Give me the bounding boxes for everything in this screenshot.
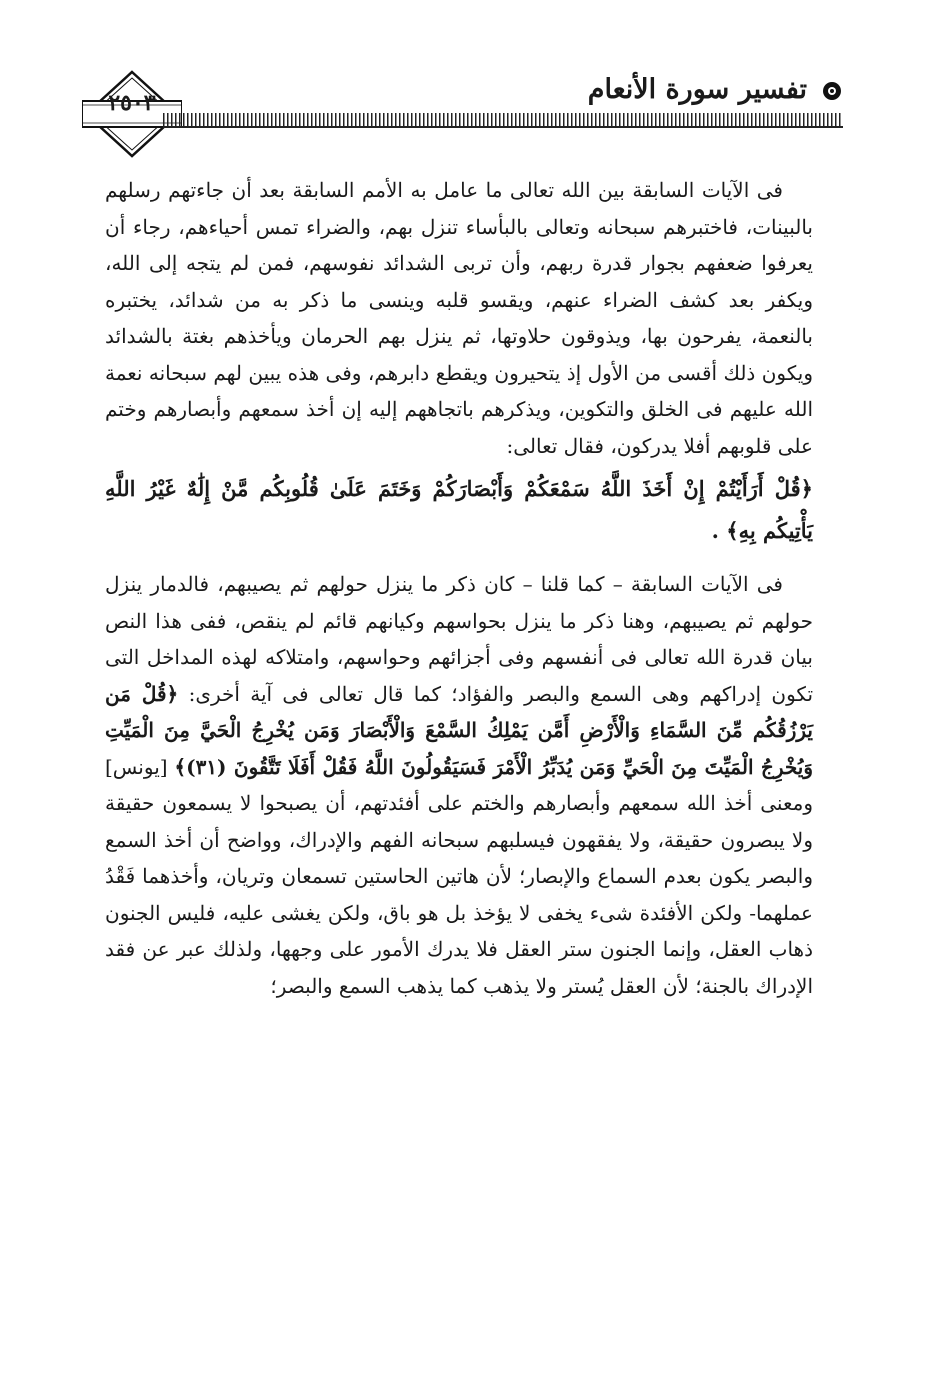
paragraph-intro: فى الآيات السابقة بين الله تعالى ما عامل به الأمم السابقة بعد أن جاءتهم رسلهم بالبينات، فاختبرهم سبحانه وتعالى بالبأساء تنزل بهم، والضراء تمس أحياءهم، رجاء أن يعرفوا ضعفهم بجوار قدرة ربهم، وأن تربى الشدائد نفوسهم، فمن لم يتجه إلى الله، ويكفر بعد كشف الضراء عنهم، ويقسو قلبه وينسى ما ذكر به من شدائد، يختبره بالنعمة، يفرحون بها، ويذوقون حلاوتها، ثم ينزل بهم الحرمان ويأخذهم بغتة بالشدائد ويكون ذلك أقسى من الأول إذ يتحيرون ويقطع دابرهم، وفى هذه يبين لهم سبحانه نعمة الله عليهم فى الخلق والتكوين، ويذكرهم باتجاههم إليه إن أخذ سمعهم وأبصارهم وختم على قلوبهم أفلا يدركون، فقال تعالى: <box>105 178 814 458</box>
paragraph-commentary <box>105 566 813 1004</box>
page-number: ٢٥٠٣ <box>108 90 156 116</box>
quran-verse <box>105 468 813 552</box>
page-title: تفسير سورة الأنعام <box>587 74 807 105</box>
quran-verse-end: . <box>711 518 719 543</box>
quran-verse-text: ﴿قُلْ أَرَأَيْتُمْ إِنْ أَخَذَ اللَّهُ سَمْعَكُمْ وَأَبْصَارَكُمْ وَخَتَمَ عَلَىٰ قُلُوبِكُم مَّنْ إِلَٰهٌ غَيْرُ اللَّهِ يَأْتِيكُم بِهِ﴾ <box>105 476 813 543</box>
commentary-intro: فى الآيات السابقة – كما قلنا – كان ذكر ما ينزل حولهم ثم يصيبهم، فالدمار ينزل حولهم ثم يصيبهم، وهنا ذكر ما ينزل بحواسهم وكيانهم قائم لم ينقص، ففى هذا النص بيان قدرة الله تعالى فى أنفسهم وفى أجزائهم وحواسهم، وامتلاكه لهذه المداخل التى تكون إدراكهم وهى السمع والبصر والفؤاد؛ كما قال تعالى فى آية أخرى: <box>105 572 814 706</box>
ornament-icon <box>821 80 843 102</box>
header-rule <box>163 113 843 127</box>
header-rule-base <box>163 126 843 128</box>
inline-quran-verse: ﴿قُلْ مَن يَرْزُقُكُم مِّنَ السَّمَاءِ وَالْأَرْضِ أَمَّن يَمْلِكُ السَّمْعَ وَالْأَبْصَارَ وَمَن يُخْرِجُ الْحَيَّ مِنَ الْمَيِّتِ وَيُخْرِجُ الْمَيِّتَ مِنَ الْحَيِّ وَمَن يُدَبِّرُ الْأَمْرَ فَسَيَقُولُونَ اللَّهُ فَقُلْ أَفَلَا تَتَّقُونَ (٣١)﴾ <box>105 681 814 779</box>
page-body <box>105 172 813 1004</box>
commentary-rest: [يونس] ومعنى أخذ الله سمعهم وأبصارهم والختم على أفئدتهم، أن يصبحوا لا يسمعون حقيقة ولا يبصرون حقيقة، ولا يفقهون فيسلبهم سبحانه الفهم والإدراك، وواضح أن أخذ السمع والبصر يكون بعدم السماع والإبصار؛ لأن هاتين الحاستين تسمعان وتريان، وأخذهما فَقْدُ عملهما- ولكن الأفئدة شىء يخفى لا يؤخذ بل هو باق، ولكن يغشى عليه، فليس الجنون ذهاب العقل، وإنما الجنون ستر العقل فلا يدرك الأمور على وجهها، ولذلك عبر عن فقد الإدراك بالجنة؛ لأن العقل يُستر ولا يذهب كما يذهب السمع والبصر؛ <box>105 754 813 998</box>
page-header <box>0 0 927 160</box>
